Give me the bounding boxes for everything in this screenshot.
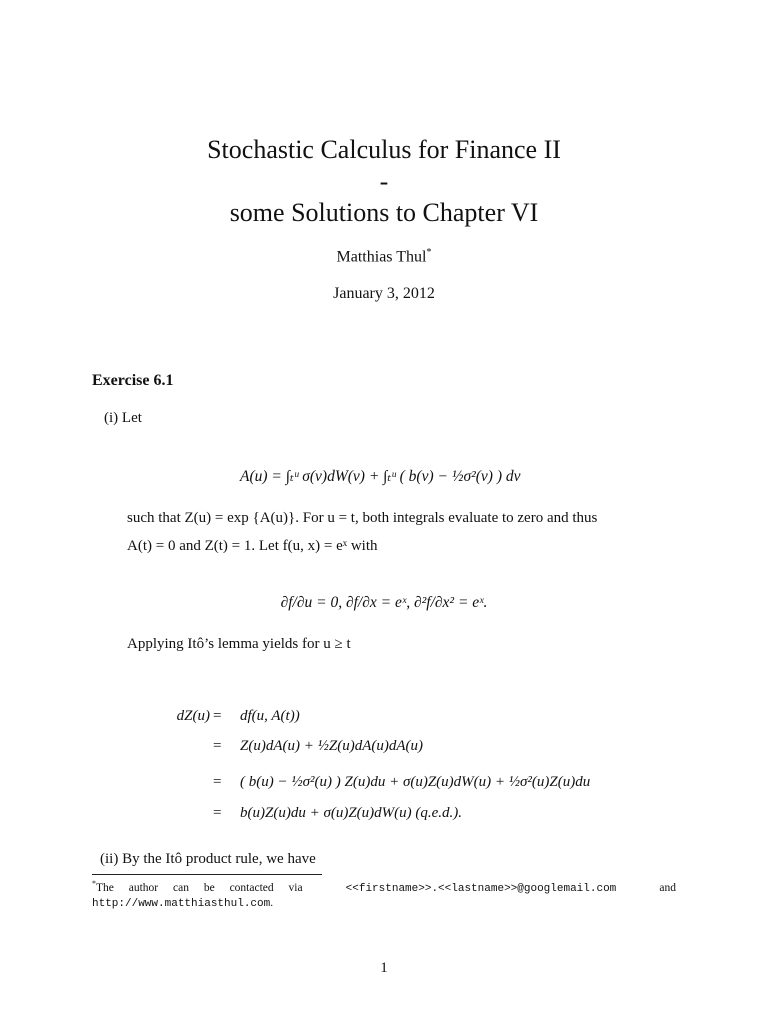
footnote-email[interactable]: <<firstname>>.<<lastname>>@googlemail.com <box>345 882 617 895</box>
author-name: Matthias Thul <box>336 248 427 266</box>
footnote-mark: * <box>92 879 96 888</box>
author-footnote-mark: * <box>426 247 432 258</box>
part-i-label: (i) Let <box>104 410 142 426</box>
author <box>0 247 768 266</box>
derivation-op-2: = <box>213 774 222 790</box>
footnote-text-a-wrap <box>92 879 303 894</box>
equation-A-text: A(u) = ∫ₜᵘ σ(v)dW(v) + ∫ₜᵘ ( b(v) − ½σ²(v) ) dv <box>240 468 521 485</box>
footnote-url[interactable]: http://www.matthiasthul.com <box>92 897 271 910</box>
section-heading: Exercise 6.1 <box>92 372 174 389</box>
derivation-rhs-0: df(u, A(t)) <box>240 708 300 724</box>
equation-A <box>0 453 768 503</box>
title-line-1: Stochastic Calculus for Finance II <box>207 135 561 164</box>
date: January 3, 2012 <box>333 285 435 302</box>
derivation-op-1: = <box>213 738 222 754</box>
footnote-rule <box>92 874 322 875</box>
derivation-rhs-1: Z(u)dA(u) + ½Z(u)dA(u)dA(u) <box>240 738 423 754</box>
page-number: 1 <box>380 960 388 976</box>
title-line-3: some Solutions to Chapter VI <box>229 198 539 227</box>
derivation-lhs-0: dZ(u) <box>176 708 210 724</box>
derivation-rhs-3: b(u)Z(u)du + σ(u)Z(u)dW(u) (q.e.d.). <box>240 805 463 821</box>
equation-derivatives: ∂f/∂u = 0, ∂f/∂x = eˣ, ∂²f/∂x² = eˣ. <box>280 594 488 611</box>
footnote-end: . <box>270 896 274 909</box>
footnote-text-a: The author can be contacted via <box>96 881 303 894</box>
derivation-op-0: = <box>213 708 222 724</box>
part-ii-label: (ii) By the Itô product rule, we have <box>100 851 316 867</box>
derivation-rhs-2: ( b(u) − ½σ²(u) ) Z(u)du + σ(u)Z(u)dW(u) + ½σ²(u)Z(u)du <box>240 774 591 790</box>
text-line-3: Applying Itô’s lemma yields for u ≥ t <box>127 636 351 652</box>
text-line-1: such that Z(u) = exp {A(u)}. For u = t, both integrals evaluate to zero and thus <box>127 510 598 526</box>
title-line-2: - <box>379 167 389 196</box>
footnote <box>92 879 676 910</box>
derivation-op-3: = <box>213 805 222 821</box>
text-line-2: A(t) = 0 and Z(t) = 1. Let f(u, x) = eˣ with <box>127 538 378 554</box>
footnote-text-b: and <box>659 881 676 894</box>
